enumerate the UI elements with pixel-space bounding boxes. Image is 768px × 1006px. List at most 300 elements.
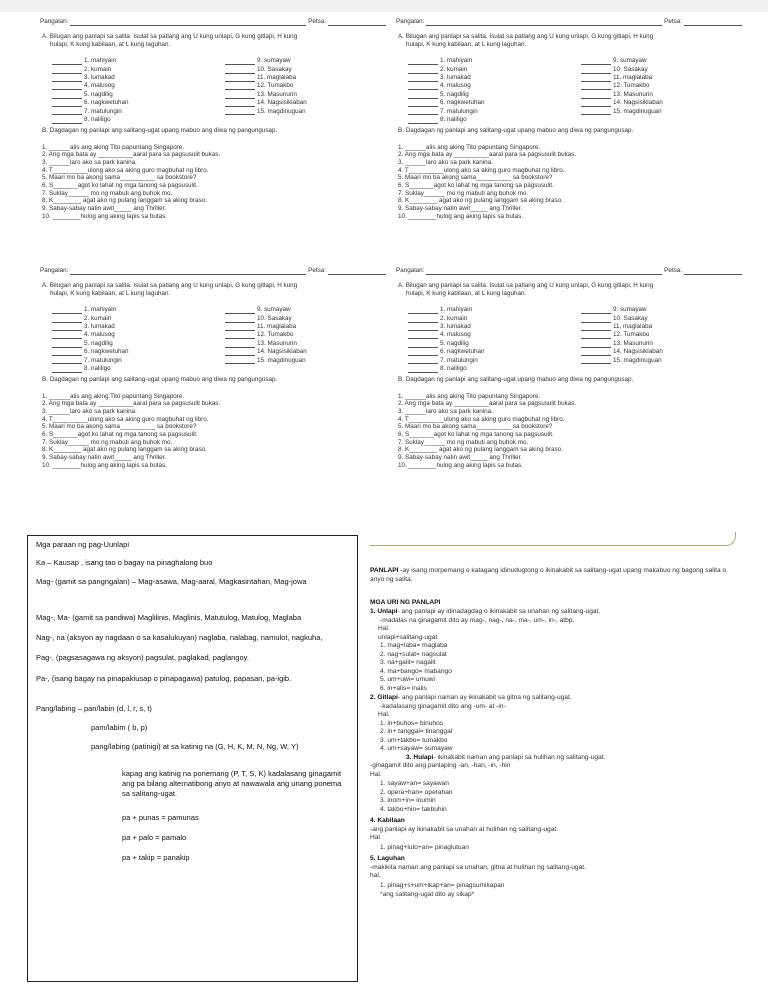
hal-label: hal. bbox=[370, 872, 381, 879]
gitlapi-line bbox=[370, 694, 572, 703]
sentence-item: 1. ______alis ang aking Tito papuntang Singapore. bbox=[42, 392, 185, 400]
list-item bbox=[408, 90, 484, 98]
item-list bbox=[40, 306, 386, 374]
list-item bbox=[225, 348, 307, 356]
notes-title: Mga paraan ng pag-Uunlapi bbox=[36, 540, 129, 549]
answer-blank[interactable] bbox=[225, 94, 255, 99]
item-text: 1. mahiyain bbox=[84, 57, 117, 65]
answer-blank[interactable] bbox=[225, 326, 255, 331]
sentence-item: 4. T__________ulong ako sa aking guro magbuhat ng libro. bbox=[398, 415, 565, 423]
unlapi-head: 1. Unlapi bbox=[370, 608, 398, 615]
gitlapi-sub: -kadalasang ginagamit dito ang -um- at -in- bbox=[380, 702, 506, 710]
sentence-item: 3. ______laro ako sa park kanina. bbox=[42, 407, 137, 415]
item-text: 9. sumayaw bbox=[257, 57, 291, 65]
answer-blank[interactable] bbox=[581, 309, 611, 314]
answer-blank[interactable] bbox=[408, 359, 438, 364]
notes-line: Mag- (gamit sa pangngalan) – Mag-asawa, Mag-aaral, Magkasintahan, Mag-jowa bbox=[36, 577, 307, 586]
answer-blank[interactable] bbox=[52, 102, 82, 107]
item-text: 5. nagdilig bbox=[84, 90, 113, 98]
sentence-item: 9. Sabay-sabay natin awit_____ ang Thriller. bbox=[42, 205, 167, 213]
sentence-item: 6. S_______agot ko lahat ng mga tanong sa pagsusulit. bbox=[398, 431, 554, 439]
instruction-a bbox=[396, 282, 742, 298]
answer-blank[interactable] bbox=[581, 110, 611, 115]
sentence-list bbox=[40, 393, 386, 470]
answer-blank[interactable] bbox=[408, 318, 438, 323]
item-text: 11. maglalaba bbox=[613, 74, 653, 82]
item-text: 8. naliligo bbox=[84, 115, 111, 123]
notes-line: Mag-, Ma- (gamit sa pandiwa) Maglilinis, Maglinis, Matutulog, Matulog, Maglaba bbox=[36, 613, 302, 622]
instruction-b: B. Dagdagan ng panlapi ang salitang-ugat upang mabuo ang diwa ng pangungusap. bbox=[42, 126, 278, 134]
instruction-a-line1: A. Bilugan ang panlapi sa salita. Isulat sa patlang ang U kung unlapi, G kung gitlapi, H kung bbox=[42, 282, 298, 289]
answer-blank[interactable] bbox=[225, 318, 255, 323]
item-text: 13. Masunurin bbox=[257, 90, 297, 98]
sentence-item: 7. Suklay______ mo ng mabuti ang buhok mo. bbox=[398, 438, 529, 446]
name-blank bbox=[426, 20, 662, 26]
answer-blank[interactable] bbox=[581, 343, 611, 348]
sentence-item: 2. Ang mga bata ay __________aaral para sa pagsusulit bukas. bbox=[398, 151, 577, 159]
list-item bbox=[408, 356, 484, 364]
answer-blank[interactable] bbox=[52, 94, 82, 99]
sentence-item: 5. Maari mo ba akong sama__________ sa bookstore? bbox=[398, 423, 553, 431]
sentence-item: 4. T__________ulong ako sa aking guro magbuhat ng libro. bbox=[398, 166, 565, 174]
answer-blank[interactable] bbox=[52, 359, 82, 364]
sentence-item: 1. ______alis ang aking Tito papuntang Singapore. bbox=[398, 143, 541, 151]
example-line: 5. um+uwi= umuwi bbox=[380, 676, 435, 683]
sentence-item: 2. Ang mga bata ay __________aaral para sa pagsusulit bukas. bbox=[398, 400, 577, 408]
item-text: 2. kumain bbox=[84, 65, 112, 73]
item-text: 1. mahiyain bbox=[84, 306, 117, 314]
hulapi-line bbox=[406, 754, 605, 763]
header-banner bbox=[370, 532, 736, 546]
list-item bbox=[225, 339, 307, 347]
item-text: 13. Masunurin bbox=[257, 339, 297, 347]
item-text: 4. malusog bbox=[440, 82, 471, 90]
list-item bbox=[408, 74, 484, 82]
answer-blank[interactable] bbox=[225, 85, 255, 90]
item-column-1 bbox=[408, 57, 484, 124]
list-item bbox=[52, 82, 128, 90]
list-item bbox=[225, 90, 307, 98]
list-item bbox=[408, 339, 484, 347]
name-date-row bbox=[40, 16, 386, 26]
instruction-a-line2: hulapi, K kung kabilaan, at L kung laguhan. bbox=[50, 289, 171, 297]
sentence-item: 8. K________ agat ako ng pulang langgam sa aking braso. bbox=[398, 446, 563, 454]
item-text: 7. matulungin bbox=[84, 107, 122, 115]
item-column-1 bbox=[52, 57, 128, 124]
unlapi-notes-card bbox=[27, 535, 358, 982]
unlapi-sub: -madalas na ginagamit dito ay mag-, nag-, na-, ma-, um-, in-, atbp. bbox=[380, 616, 575, 624]
answer-blank[interactable] bbox=[408, 368, 438, 373]
item-text: 12. Tumakbo bbox=[613, 82, 650, 90]
answer-blank[interactable] bbox=[581, 60, 611, 65]
worksheet-middle-right bbox=[396, 265, 742, 505]
list-item bbox=[581, 314, 663, 322]
list-item bbox=[408, 82, 484, 90]
sentence-item: 6. S_______agot ko lahat ng mga tanong sa pagsusulit. bbox=[42, 182, 198, 190]
notes-line: Nag-, na (aksyon ay nagdaan o sa kasalukuyan) naglaba, nalabag, namulot, nagkuha, bbox=[36, 633, 323, 642]
laguhan-def: -makikita naman ang panlapi sa unahan, gitna at hulihan ng salitang-ugat. bbox=[370, 863, 586, 871]
notes-line: Pag-, (pagsasagawa ng aksyon) pagsulat, paglakad, paglangoy. bbox=[36, 653, 249, 662]
instruction-a-line1: A. Bilugan ang panlapi sa salita. Isulat sa patlang ang U kung unlapi, G kung gitlapi, H kung bbox=[42, 33, 298, 40]
item-text: 13. Masunurin bbox=[613, 339, 653, 347]
list-item bbox=[408, 107, 484, 115]
item-text: 8. naliligo bbox=[440, 364, 467, 372]
list-item bbox=[581, 356, 663, 364]
name-blank bbox=[70, 269, 306, 275]
list-item bbox=[52, 90, 128, 98]
list-item bbox=[225, 306, 307, 314]
item-text: 3. lumakad bbox=[84, 74, 115, 82]
item-list bbox=[396, 57, 742, 125]
sentence-item: 7. Suklay______ mo ng mabuti ang buhok mo. bbox=[398, 189, 529, 197]
date-blank bbox=[684, 269, 742, 275]
answer-blank[interactable] bbox=[581, 334, 611, 339]
hal-label: Hal. bbox=[378, 625, 390, 632]
list-item bbox=[52, 57, 128, 65]
list-item bbox=[225, 65, 307, 73]
panlapi-definition bbox=[370, 567, 732, 584]
list-item bbox=[52, 107, 128, 115]
list-item bbox=[581, 99, 663, 107]
instruction-a bbox=[396, 33, 742, 49]
answer-blank[interactable] bbox=[225, 110, 255, 115]
list-item bbox=[225, 314, 307, 322]
answer-blank[interactable] bbox=[581, 326, 611, 331]
list-item bbox=[52, 74, 128, 82]
item-text: 6. nagkwetuhan bbox=[84, 348, 129, 356]
item-text: 14. Nagsisiklaban bbox=[257, 99, 307, 107]
answer-blank[interactable] bbox=[52, 368, 82, 373]
item-text: 12. Tumakbo bbox=[257, 331, 294, 339]
item-text: 3. lumakad bbox=[440, 323, 471, 331]
item-list bbox=[40, 57, 386, 125]
list-item bbox=[52, 364, 128, 372]
answer-blank[interactable] bbox=[225, 102, 255, 107]
item-text: 14. Nagsisiklaban bbox=[257, 348, 307, 356]
list-item bbox=[581, 90, 663, 98]
uri-title: MGA URI NG PANLAPI bbox=[370, 599, 441, 606]
example-line: 1. pinag+s+um+ikap+an= pinagsumikapan bbox=[380, 882, 505, 889]
item-text: 14. Nagsisiklaban bbox=[613, 99, 663, 107]
answer-blank[interactable] bbox=[408, 77, 438, 82]
item-text: 10. Sasakay bbox=[613, 65, 648, 73]
item-text: 12. Tumakbo bbox=[613, 331, 650, 339]
list-item bbox=[408, 115, 484, 123]
hulapi-head: 3. Hulapi bbox=[406, 753, 434, 761]
answer-blank[interactable] bbox=[581, 94, 611, 99]
list-item bbox=[52, 314, 128, 322]
answer-blank[interactable] bbox=[52, 334, 82, 339]
list-item bbox=[52, 306, 128, 314]
item-text: 7. matulungin bbox=[84, 356, 122, 364]
answer-blank[interactable] bbox=[52, 326, 82, 331]
answer-blank[interactable] bbox=[225, 351, 255, 356]
gitlapi-def: - ang panlapi naman ay ikinakabit sa gitna ng salitang-ugat. bbox=[397, 694, 572, 701]
kabilaan-head: 4. Kabilaan bbox=[370, 817, 405, 824]
item-text: 3. lumakad bbox=[84, 323, 115, 331]
sentence-item: 4. T__________ulong ako sa aking guro magbuhat ng libro. bbox=[42, 166, 209, 174]
name-label: Pangalan: bbox=[396, 18, 425, 26]
example-line: 3. inom+in= inumin bbox=[380, 797, 436, 804]
date-label: Petsa: bbox=[308, 267, 326, 275]
panlapi-def-text: -ay isang morpemang o katagang idinudugtong o ikinakabit sa salitang-ugat upang makabuo ng bagong salita o anyo ng salita. bbox=[370, 567, 727, 583]
instruction-a-line2: hulapi, K kung kabilaan, at L kung laguhan. bbox=[406, 40, 527, 48]
item-column-2 bbox=[225, 57, 307, 116]
list-item bbox=[408, 57, 484, 65]
notes-paragraph: kapag ang katinig na ponemang (P, T, S, K) kadalasang ginagamit ang pa bilang alternatibong anyo at nawawala ang unang ponema sa salitang-ugat. bbox=[122, 769, 342, 799]
instruction-a-line1: A. Bilugan ang panlapi sa salita. Isulat sa patlang ang U kung unlapi, G kung gitlapi, H kung bbox=[398, 282, 654, 289]
date-label: Petsa: bbox=[308, 18, 326, 26]
worksheet-top-left bbox=[40, 16, 386, 256]
item-text: 15. magdinuguan bbox=[257, 107, 306, 115]
instruction-a-line2: hulapi, K kung kabilaan, at L kung laguhan. bbox=[406, 289, 527, 297]
example-line: 4. ma+bango= mabango bbox=[380, 667, 452, 675]
sentence-item: 7. Suklay______ mo ng mabuti ang buhok mo. bbox=[42, 189, 173, 197]
answer-blank[interactable] bbox=[52, 318, 82, 323]
sentence-item: 6. S_______agot ko lahat ng mga tanong sa pagsusulit. bbox=[398, 182, 554, 190]
answer-blank[interactable] bbox=[581, 351, 611, 356]
item-text: 14. Nagsisiklaban bbox=[613, 348, 663, 356]
answer-blank[interactable] bbox=[408, 102, 438, 107]
item-text: 5. nagdilig bbox=[84, 339, 113, 347]
answer-blank[interactable] bbox=[52, 69, 82, 74]
item-text: 5. nagdilig bbox=[440, 339, 469, 347]
answer-blank[interactable] bbox=[225, 77, 255, 82]
example-line: 2. nag+sulat= nagsulat bbox=[380, 650, 447, 658]
answer-blank[interactable] bbox=[581, 359, 611, 364]
item-text: 7. matulungin bbox=[440, 356, 478, 364]
list-item bbox=[581, 74, 663, 82]
example-line: 6. in+alis= inalis bbox=[380, 684, 427, 692]
item-text: 6. nagkwetuhan bbox=[84, 99, 129, 107]
list-item bbox=[581, 323, 663, 331]
answer-blank[interactable] bbox=[225, 359, 255, 364]
item-text: 10. Sasakay bbox=[257, 314, 292, 322]
answer-blank[interactable] bbox=[52, 110, 82, 115]
answer-blank[interactable] bbox=[52, 119, 82, 124]
instruction-a bbox=[40, 282, 386, 298]
item-list bbox=[396, 306, 742, 374]
date-label: Petsa: bbox=[664, 267, 682, 275]
list-item bbox=[408, 331, 484, 339]
answer-blank[interactable] bbox=[408, 309, 438, 314]
answer-blank[interactable] bbox=[408, 110, 438, 115]
answer-blank[interactable] bbox=[581, 69, 611, 74]
example-line: 3. na+galit= nagalit bbox=[380, 659, 436, 666]
example-line: pa + punas = pamunas bbox=[122, 813, 199, 822]
sentence-list bbox=[396, 393, 742, 470]
answer-blank[interactable] bbox=[581, 77, 611, 82]
example-line: 2. in+ tanggal= tinanggal bbox=[380, 728, 453, 735]
answer-blank[interactable] bbox=[225, 60, 255, 65]
example-line: 1. pinag+luto+an= pinaglutuan bbox=[380, 844, 469, 851]
notes-line: Ka – Kausap , isang tao o bagay na pinaghalong buo bbox=[36, 558, 213, 567]
hal-label: Hal. bbox=[378, 711, 390, 718]
list-item bbox=[225, 74, 307, 82]
item-text: 2. kumain bbox=[84, 314, 112, 322]
item-text: 10. Sasakay bbox=[613, 314, 648, 322]
list-item bbox=[225, 356, 307, 364]
worksheet-top-right bbox=[396, 16, 742, 256]
answer-blank[interactable] bbox=[225, 334, 255, 339]
item-text: 1. mahiyain bbox=[440, 306, 473, 314]
answer-blank[interactable] bbox=[52, 343, 82, 348]
answer-blank[interactable] bbox=[52, 77, 82, 82]
list-item bbox=[408, 323, 484, 331]
item-text: 4. malusog bbox=[84, 331, 115, 339]
item-text: 9. sumayaw bbox=[257, 306, 291, 314]
sentence-item: 5. Maari mo ba akong sama__________ sa bookstore? bbox=[42, 174, 197, 182]
item-text: 15. magdinuguan bbox=[613, 356, 662, 364]
example-line: 1. sayaw+an= sayawan bbox=[380, 780, 449, 787]
item-text: 11. maglalaba bbox=[257, 74, 297, 82]
notes-line: pang/labing (patinigi) at sa katinig na (G, H, K, M, N, Ng, W, Y) bbox=[91, 742, 299, 751]
answer-blank[interactable] bbox=[408, 60, 438, 65]
list-item bbox=[581, 331, 663, 339]
item-text: 7. matulungin bbox=[440, 107, 478, 115]
name-date-row bbox=[40, 265, 386, 275]
gitlapi-head: 2. Gitlapi bbox=[370, 694, 398, 701]
answer-blank[interactable] bbox=[52, 351, 82, 356]
item-text: 1. mahiyain bbox=[440, 57, 473, 65]
example-line: pa + palo = pamalo bbox=[122, 833, 187, 842]
answer-blank[interactable] bbox=[408, 343, 438, 348]
list-item bbox=[52, 356, 128, 364]
item-column-2 bbox=[581, 57, 663, 116]
answer-blank[interactable] bbox=[52, 85, 82, 90]
item-text: 9. sumayaw bbox=[613, 57, 647, 65]
sentence-item: 1. ______alis ang aking Tito papuntang Singapore. bbox=[42, 143, 185, 151]
name-label: Pangalan: bbox=[40, 267, 69, 275]
list-item bbox=[581, 57, 663, 65]
list-item bbox=[52, 115, 128, 123]
list-item bbox=[52, 65, 128, 73]
sentence-item: 6. S_______agot ko lahat ng mga tanong sa pagsusulit. bbox=[42, 431, 198, 439]
answer-blank[interactable] bbox=[52, 309, 82, 314]
item-text: 3. lumakad bbox=[440, 74, 471, 82]
worksheet-middle-left bbox=[40, 265, 386, 505]
answer-blank[interactable] bbox=[225, 309, 255, 314]
list-item bbox=[52, 99, 128, 107]
example-line: 1. mag+laba= maglaba bbox=[380, 642, 448, 649]
sentence-item: 5. Maari mo ba akong sama__________ sa bookstore? bbox=[398, 174, 553, 182]
answer-blank[interactable] bbox=[581, 318, 611, 323]
answer-blank[interactable] bbox=[225, 343, 255, 348]
hulapi-sub: -ginagamit dito ang panlaping -an, -han, -in, -hin bbox=[370, 762, 511, 769]
list-item bbox=[52, 331, 128, 339]
sentence-item: 8. K________ agat ako ng pulang langgam sa aking braso. bbox=[42, 197, 207, 205]
item-column-2 bbox=[581, 306, 663, 365]
notes-line: pam/labim ( b, p) bbox=[91, 723, 148, 732]
instruction-a-line2: hulapi, K kung kabilaan, at L kung laguhan. bbox=[50, 40, 171, 48]
sentence-item: 3. ______laro ako sa park kanina. bbox=[398, 407, 493, 415]
unlapi-formula: unlapi+salitang-ugat bbox=[378, 633, 438, 641]
item-text: 5. nagdilig bbox=[440, 90, 469, 98]
example-line: pa + takip = panakip bbox=[122, 853, 190, 862]
list-item bbox=[408, 364, 484, 372]
hulapi-def: - ikinakabit naman ang panlapi sa hulihan ng salitang-ugat. bbox=[433, 753, 606, 761]
unlapi-line bbox=[370, 608, 600, 617]
answer-blank[interactable] bbox=[408, 69, 438, 74]
list-item bbox=[581, 348, 663, 356]
sentence-item: 4. T__________ulong ako sa aking guro magbuhat ng libro. bbox=[42, 415, 209, 423]
sentence-item: 8. K________ agat ako ng pulang langgam sa aking braso. bbox=[398, 197, 563, 205]
sentence-item: 10. ________hulog ang aking lapis sa butas. bbox=[398, 461, 523, 469]
item-column-1 bbox=[408, 306, 484, 373]
name-blank bbox=[426, 269, 662, 275]
answer-blank[interactable] bbox=[52, 60, 82, 65]
unlapi-def: - ang panlapi ay idinadagdag o ikinakabit sa unahan ng salitang-ugat. bbox=[397, 608, 601, 615]
instruction-b: B. Dagdagan ng panlapi ang salitang-ugat upang mabuo ang diwa ng pangungusap. bbox=[42, 375, 278, 383]
list-item bbox=[581, 65, 663, 73]
list-item bbox=[408, 348, 484, 356]
answer-blank[interactable] bbox=[581, 85, 611, 90]
sentence-item: 3. ______laro ako sa park kanina. bbox=[398, 158, 493, 166]
list-item bbox=[408, 306, 484, 314]
name-label: Pangalan: bbox=[40, 18, 69, 26]
item-text: 2. kumain bbox=[440, 65, 468, 73]
list-item bbox=[225, 107, 307, 115]
sentence-list bbox=[396, 144, 742, 221]
name-label: Pangalan: bbox=[396, 267, 425, 275]
item-text: 9. sumayaw bbox=[613, 306, 647, 314]
sentence-item: 2. Ang mga bata ay __________aaral para sa pagsusulit bukas. bbox=[42, 151, 221, 159]
example-line: 4. um+sayaw= sumayaw bbox=[380, 745, 453, 752]
answer-blank[interactable] bbox=[225, 69, 255, 74]
date-blank bbox=[328, 269, 386, 275]
laguhan-note: *ang salitang-ugat dito ay sikap* bbox=[380, 890, 475, 898]
notes-line: Pang/labing – pan/labin (d, l, r, s, t) bbox=[36, 704, 152, 713]
answer-blank[interactable] bbox=[408, 334, 438, 339]
list-item bbox=[225, 323, 307, 331]
instruction-a bbox=[40, 33, 386, 49]
item-column-2 bbox=[225, 306, 307, 365]
panlapi-notes bbox=[370, 532, 760, 962]
list-item bbox=[225, 331, 307, 339]
item-text: 15. magdinuguan bbox=[257, 356, 306, 364]
answer-blank[interactable] bbox=[408, 94, 438, 99]
list-item bbox=[581, 107, 663, 115]
answer-blank[interactable] bbox=[408, 351, 438, 356]
sentence-item: 9. Sabay-sabay natin awit_____ ang Thriller. bbox=[42, 454, 167, 462]
answer-blank[interactable] bbox=[408, 119, 438, 124]
sentence-item: 9. Sabay-sabay natin awit_____ ang Thriller. bbox=[398, 454, 523, 462]
list-item bbox=[408, 99, 484, 107]
sentence-item: 8. K________ agat ako ng pulang langgam sa aking braso. bbox=[42, 446, 207, 454]
date-label: Petsa: bbox=[664, 18, 682, 26]
sentence-item: 5. Maari mo ba akong sama__________ sa bookstore? bbox=[42, 423, 197, 431]
item-text: 4. malusog bbox=[440, 331, 471, 339]
item-text: 12. Tumakbo bbox=[257, 82, 294, 90]
list-item bbox=[52, 339, 128, 347]
list-item bbox=[52, 323, 128, 331]
sentence-item: 3. ______laro ako sa park kanina. bbox=[42, 158, 137, 166]
item-text: 6. nagkwetuhan bbox=[440, 348, 485, 356]
list-item bbox=[581, 306, 663, 314]
item-text: 13. Masunurin bbox=[613, 90, 653, 98]
list-item bbox=[52, 348, 128, 356]
panlapi-title: PANLAPI bbox=[370, 567, 399, 574]
name-blank bbox=[70, 20, 306, 26]
answer-blank[interactable] bbox=[408, 85, 438, 90]
sentence-item: 10. ________hulog ang aking lapis sa butas. bbox=[42, 212, 167, 220]
item-text: 4. malusog bbox=[84, 82, 115, 90]
list-item bbox=[225, 57, 307, 65]
item-text: 8. naliligo bbox=[84, 364, 111, 372]
answer-blank[interactable] bbox=[581, 102, 611, 107]
answer-blank[interactable] bbox=[408, 326, 438, 331]
sentence-item: 1. ______alis ang aking Tito papuntang Singapore. bbox=[398, 392, 541, 400]
